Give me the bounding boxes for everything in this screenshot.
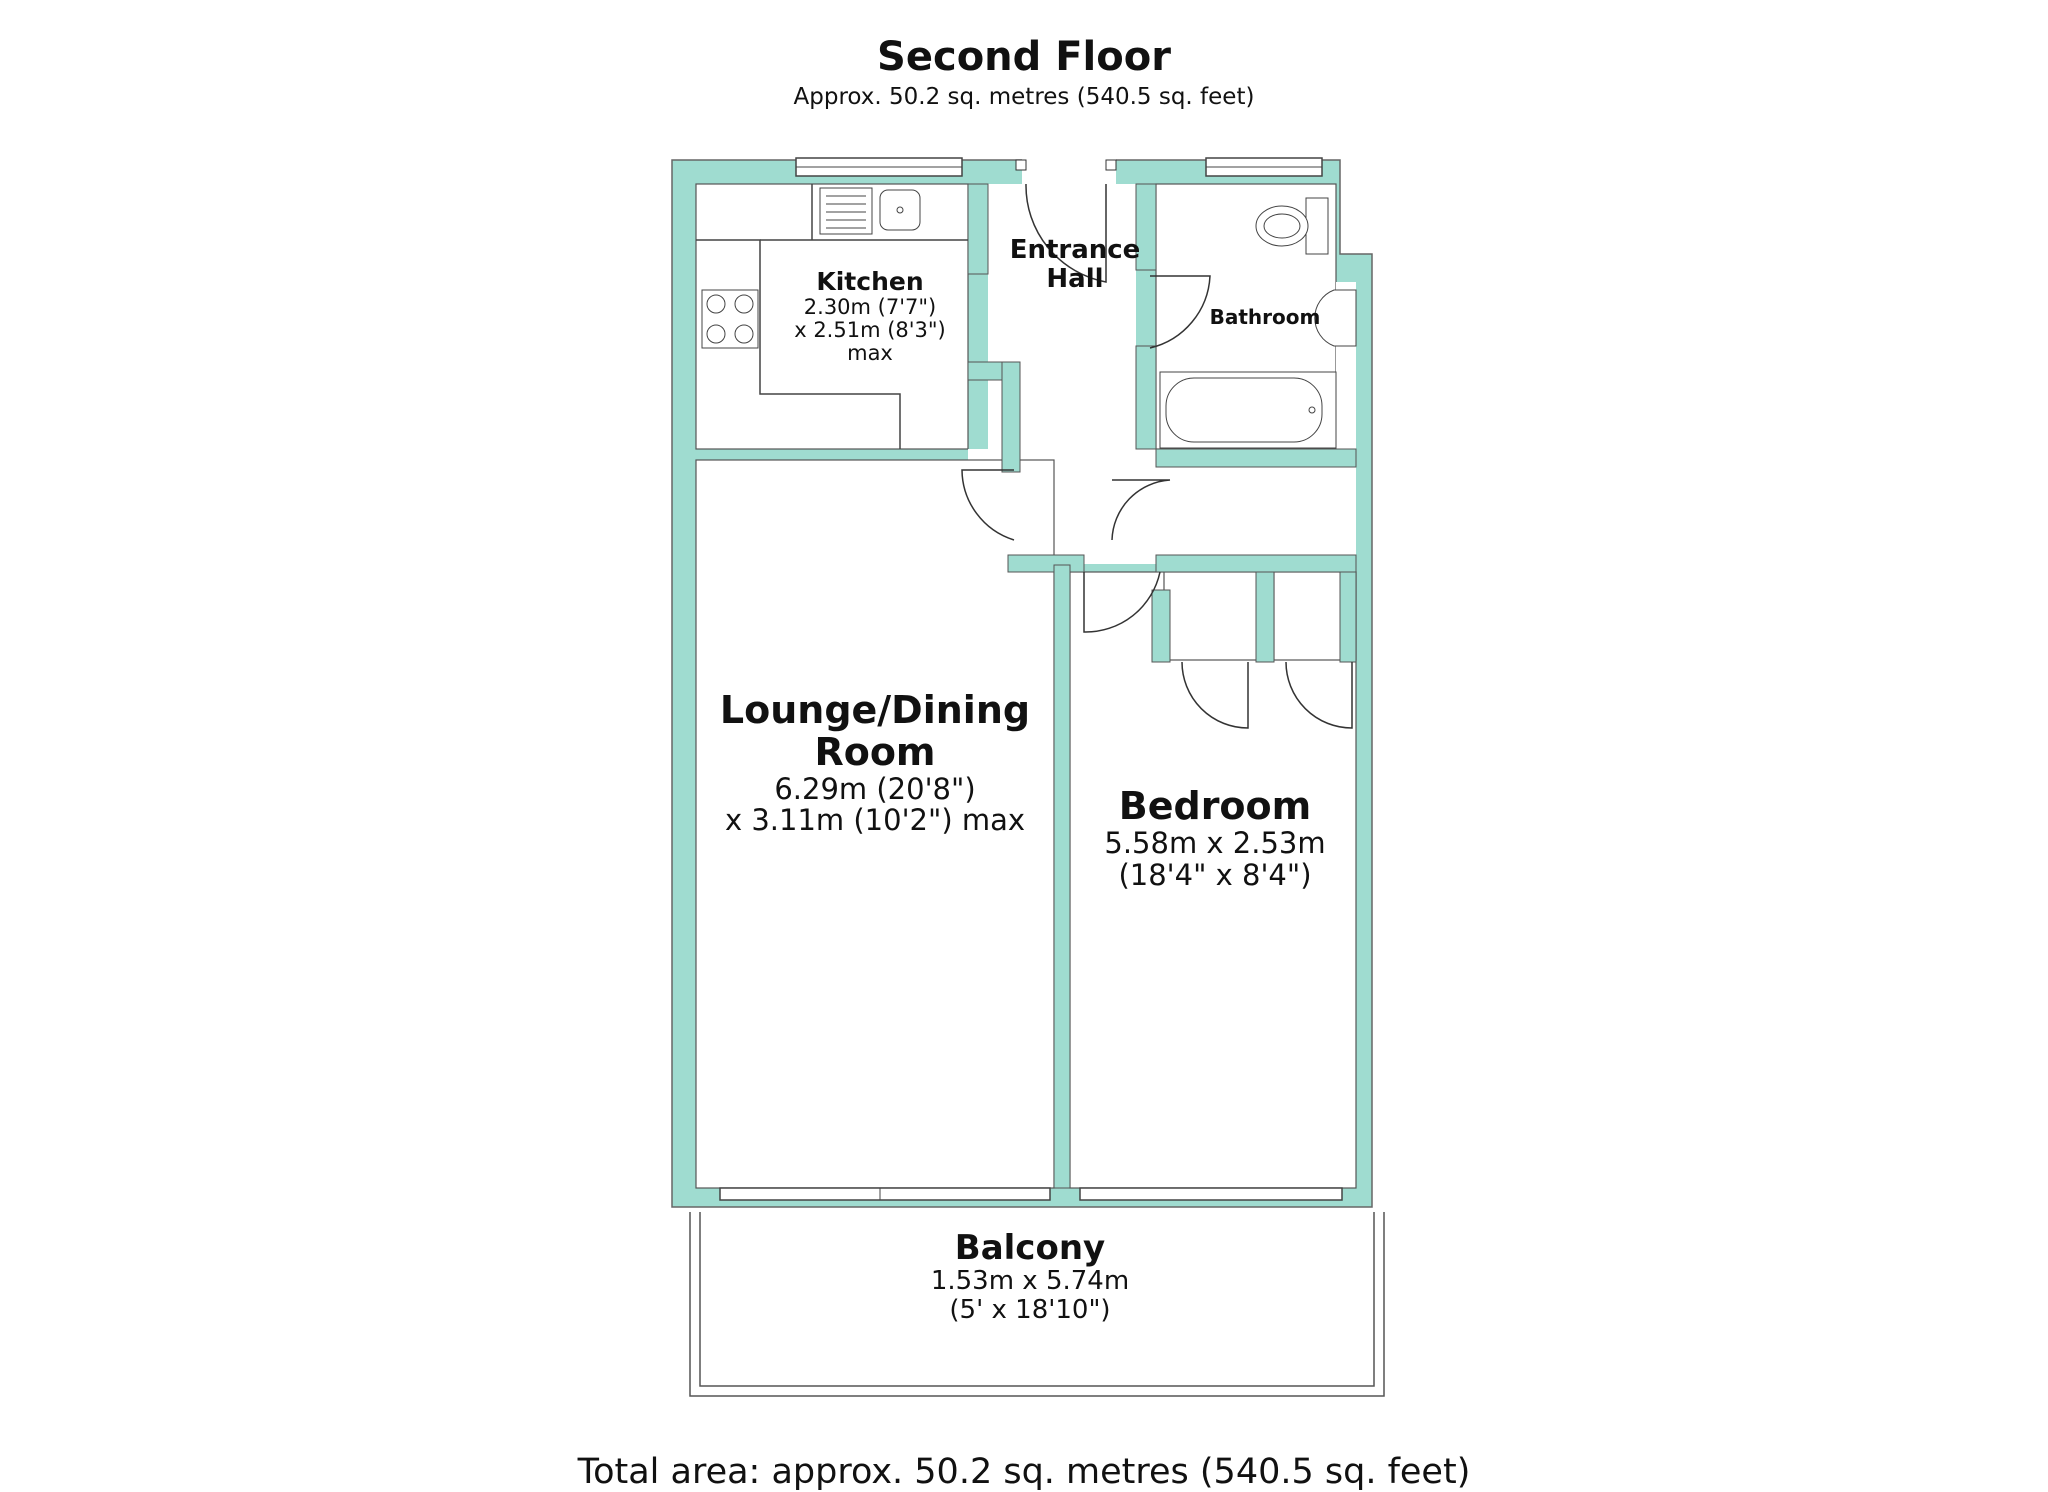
balcony-dim-1: 1.53m x 5.74m (930, 1266, 1130, 1297)
entrance-hall-label (1000, 236, 1150, 293)
cupboard-wall-3 (1340, 572, 1356, 662)
bedroom-label (1080, 786, 1350, 892)
bedroom-patio-door (1080, 1188, 1342, 1200)
kitchen-sink (880, 190, 920, 230)
bathroom-name: Bathroom (1209, 305, 1321, 329)
balcony-dim-2: (5' x 18'10") (949, 1294, 1111, 1325)
dividing-wall (1054, 565, 1070, 1188)
entrance-door-gap (1022, 158, 1116, 186)
lounge-name-1: Lounge/Dining (719, 688, 1031, 732)
hall-wall-stub-3 (1002, 362, 1020, 472)
bedroom-dim-1: 5.58m x 2.53m (1104, 825, 1326, 860)
bedroom-name: Bedroom (1118, 784, 1312, 828)
entrance-hall-name-2: Hall (1046, 263, 1104, 294)
kitchen-dim-1: 2.30m (7'7") (803, 294, 937, 319)
balcony-label (880, 1230, 1180, 1325)
kitchen-dim-2: x 2.51m (8'3") max (794, 317, 946, 365)
kitchen-name: Kitchen (816, 267, 924, 296)
cupboard-wall-2 (1256, 572, 1274, 662)
cupboard-floor-1 (1164, 572, 1262, 660)
lounge-label (700, 690, 1050, 837)
entrance-hall-name-1: Entrance (1009, 235, 1141, 265)
bedroom-wall-top (1156, 555, 1356, 572)
kitchen-label (780, 268, 960, 365)
bedroom-dim-2: (18'4" x 8'4") (1118, 857, 1312, 892)
lounge-wall-top (1008, 555, 1084, 572)
cupboard-wall-1 (1152, 590, 1170, 662)
bath-inner (1166, 378, 1322, 442)
floor-title: Second Floor (877, 34, 1171, 80)
total-area: Total area: approx. 50.2 sq. metres (540.5 sq. feet) (577, 1452, 1471, 1492)
kitchen-drainer (820, 188, 872, 234)
hob-rings (702, 290, 758, 348)
balcony-name: Balcony (954, 1228, 1106, 1268)
lounge-dim-1: 6.29m (20'8") (774, 771, 976, 806)
floor-area-subtitle: Approx. 50.2 sq. metres (540.5 sq. feet) (793, 84, 1255, 110)
hall-partition (1156, 449, 1356, 467)
hall-wall-stub-1 (968, 184, 988, 274)
bathroom-label (1200, 306, 1330, 328)
bath-wall-stub-2 (1136, 346, 1156, 449)
wc-cistern (1306, 198, 1328, 254)
lounge-dim-2: x 3.11m (10'2") max (724, 803, 1026, 838)
entrance-door-jamb-l (1016, 160, 1026, 170)
lounge-patio-door (720, 1188, 1050, 1200)
lounge-name-2: Room (814, 729, 936, 774)
entrance-door-jamb-r (1106, 160, 1116, 170)
